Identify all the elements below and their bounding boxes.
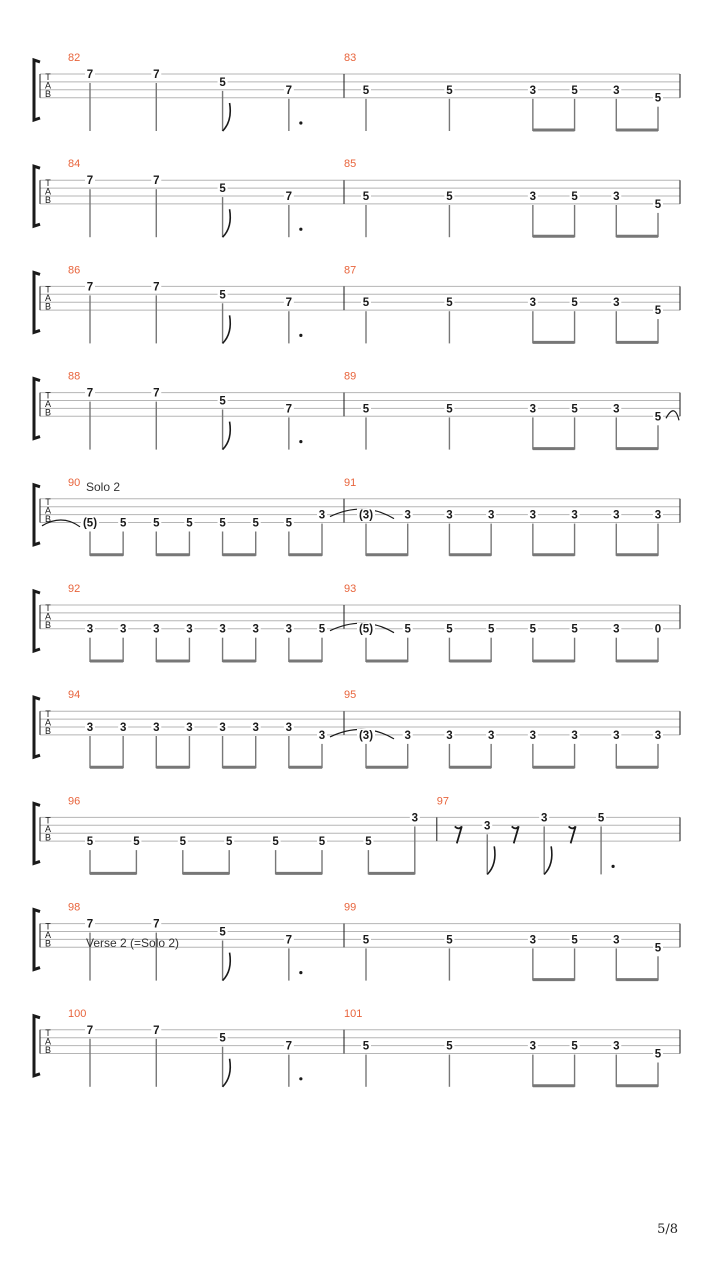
fret-number: 3 bbox=[487, 729, 495, 742]
fret-number: 3 bbox=[529, 729, 537, 742]
fret-number: 5 bbox=[446, 84, 453, 97]
measure-number: 92 bbox=[68, 583, 81, 595]
fret-number: 3 bbox=[411, 812, 419, 825]
fret-number: 7 bbox=[285, 403, 293, 416]
fret-number: 7 bbox=[285, 84, 293, 97]
fret-number: 3 bbox=[318, 729, 326, 742]
fret-number: 3 bbox=[285, 722, 293, 734]
tab-clef-letter: T bbox=[45, 1027, 51, 1038]
duration-dot bbox=[299, 121, 302, 124]
fret-number: 3 bbox=[186, 722, 193, 734]
fret-number: 5 bbox=[597, 812, 605, 825]
fret-number: 3 bbox=[529, 191, 537, 203]
fret-number: 3 bbox=[540, 812, 548, 825]
tab-clef-letter: A bbox=[44, 80, 52, 91]
fret-number: 3 bbox=[153, 623, 160, 636]
tab-system bbox=[34, 264, 680, 343]
fret-number: 5 bbox=[571, 1040, 578, 1053]
measure-number: 89 bbox=[344, 370, 357, 383]
page-number: 5/8 bbox=[657, 1222, 678, 1237]
fret-number: 7 bbox=[285, 191, 293, 203]
fret-number: 5 bbox=[571, 297, 578, 310]
fret-number: 5 bbox=[571, 191, 578, 203]
measure-number: 93 bbox=[344, 583, 357, 595]
fret-number: (5) bbox=[82, 517, 98, 530]
fret-number: 5 bbox=[219, 926, 226, 939]
duration-dot bbox=[299, 228, 302, 231]
fret-number: 5 bbox=[446, 297, 453, 310]
tab-clef-letter: T bbox=[45, 921, 51, 932]
fret-number: 5 bbox=[362, 934, 370, 947]
fret-number: 5 bbox=[571, 623, 578, 636]
fret-number: 5 bbox=[153, 517, 160, 530]
tab-clef-letter: B bbox=[44, 301, 52, 312]
fret-number: 0 bbox=[654, 623, 662, 636]
fret-number: 5 bbox=[252, 517, 259, 530]
system-bracket bbox=[34, 60, 40, 120]
tab-clef-letter: B bbox=[44, 513, 52, 524]
measure-number: 100 bbox=[68, 1007, 87, 1020]
fret-number: 3 bbox=[613, 934, 620, 947]
measure-number: 90 bbox=[68, 476, 81, 489]
system-bracket bbox=[34, 697, 40, 757]
measure-number: 99 bbox=[344, 901, 357, 914]
fret-number: 3 bbox=[252, 722, 259, 734]
fret-number: 7 bbox=[153, 281, 160, 294]
fret-number: 7 bbox=[285, 1040, 293, 1053]
fret-number: 5 bbox=[219, 1032, 226, 1045]
section-label-verse2: Verse 2 (=Solo 2) bbox=[86, 936, 180, 950]
fret-number: 5 bbox=[446, 1040, 453, 1053]
fret-number: 3 bbox=[446, 509, 453, 522]
measure-number: 96 bbox=[68, 795, 81, 808]
tab-clef-letter: B bbox=[44, 620, 52, 630]
fret-number: 3 bbox=[613, 1040, 620, 1053]
measure-number: 88 bbox=[68, 370, 81, 383]
fret-number: 3 bbox=[446, 729, 453, 742]
tab-clef-letter: B bbox=[44, 195, 52, 206]
system-bracket bbox=[34, 1016, 40, 1076]
fret-number: 5 bbox=[362, 297, 370, 310]
tab-clef-letter: A bbox=[44, 1036, 52, 1047]
duration-dot bbox=[299, 334, 302, 337]
fret-number: 3 bbox=[252, 623, 259, 636]
fret-number: 7 bbox=[86, 918, 94, 931]
system-bracket bbox=[34, 379, 40, 439]
measure-number: 101 bbox=[344, 1007, 363, 1020]
note-flag bbox=[223, 422, 231, 450]
tab-clef-letter: B bbox=[44, 938, 52, 949]
fret-number: 7 bbox=[86, 1024, 94, 1037]
measure-number: 83 bbox=[344, 52, 357, 64]
fret-number: 3 bbox=[219, 722, 226, 734]
tab-clef-letter: A bbox=[44, 292, 52, 303]
fret-number: 7 bbox=[86, 387, 94, 400]
fret-number: 5 bbox=[654, 305, 662, 318]
duration-dot bbox=[299, 440, 302, 443]
tab-clef-letter: B bbox=[44, 832, 52, 843]
fret-number: 3 bbox=[654, 729, 662, 742]
fret-number: 3 bbox=[613, 729, 620, 742]
tab-clef-letter: T bbox=[45, 390, 51, 401]
fret-number: 5 bbox=[272, 836, 279, 849]
tab-clef-letter: A bbox=[44, 399, 52, 410]
fret-number: 5 bbox=[654, 411, 662, 424]
fret-number: 5 bbox=[446, 191, 453, 203]
measure-number: 82 bbox=[68, 52, 81, 64]
fret-number: 3 bbox=[613, 191, 620, 203]
fret-number: 5 bbox=[571, 934, 578, 947]
measure-number: 87 bbox=[344, 264, 357, 277]
tab-clef-letter: T bbox=[45, 709, 51, 720]
fret-number: 3 bbox=[119, 623, 127, 636]
fret-number: 3 bbox=[613, 623, 620, 636]
fret-number: 3 bbox=[285, 623, 293, 636]
fret-number: 3 bbox=[119, 722, 127, 734]
fret-number: 7 bbox=[285, 934, 293, 947]
fret-number: 5 bbox=[318, 836, 326, 849]
tab-clef-letter: A bbox=[44, 611, 52, 622]
fret-number: 3 bbox=[571, 729, 578, 742]
fret-number: 3 bbox=[484, 820, 491, 833]
fret-number: 5 bbox=[362, 191, 370, 203]
fret-number: 5 bbox=[179, 836, 187, 849]
tab-clef-letter: B bbox=[44, 89, 52, 99]
tie-arc bbox=[666, 411, 679, 421]
measure-number: 86 bbox=[68, 264, 81, 277]
fret-number: 3 bbox=[613, 509, 620, 522]
fret-number: 5 bbox=[571, 403, 578, 416]
tab-clef-letter: T bbox=[45, 603, 51, 613]
fret-number: 3 bbox=[654, 509, 662, 522]
note-flag bbox=[544, 846, 552, 874]
system-bracket bbox=[34, 485, 40, 545]
fret-number: 3 bbox=[529, 84, 537, 97]
fret-number: 3 bbox=[153, 722, 160, 734]
fret-number: 7 bbox=[153, 387, 160, 400]
tab-clef-letter: T bbox=[45, 178, 51, 189]
fret-number: 3 bbox=[613, 84, 620, 97]
fret-number: 7 bbox=[153, 1024, 160, 1037]
tab-clef-letter: A bbox=[44, 505, 52, 516]
system-bracket bbox=[34, 910, 40, 970]
measure-number: 91 bbox=[344, 476, 357, 489]
system-bracket bbox=[34, 591, 40, 651]
tab-clef-letter: A bbox=[44, 717, 52, 728]
fret-number: 3 bbox=[404, 729, 411, 742]
fret-number: 3 bbox=[86, 623, 94, 636]
fret-number: 3 bbox=[529, 509, 537, 522]
duration-dot bbox=[299, 1077, 302, 1080]
system-bracket bbox=[34, 272, 40, 332]
fret-number: 7 bbox=[86, 281, 94, 294]
system-bracket bbox=[34, 166, 40, 226]
fret-number: 3 bbox=[529, 297, 537, 310]
tab-clef-letter: T bbox=[45, 815, 51, 826]
fret-number: 3 bbox=[186, 623, 193, 636]
fret-number: 5 bbox=[219, 395, 226, 408]
fret-number: (3) bbox=[358, 729, 374, 742]
fret-number: 5 bbox=[487, 623, 495, 636]
measure-number: 97 bbox=[436, 795, 450, 808]
tab-clef-letter: T bbox=[45, 284, 51, 295]
tab-system bbox=[34, 477, 680, 556]
tab-clef-letter: T bbox=[45, 72, 51, 82]
tab-clef-letter: B bbox=[44, 1044, 52, 1055]
tab-system bbox=[34, 52, 680, 131]
note-flag bbox=[223, 1059, 231, 1087]
fret-number: 7 bbox=[86, 175, 94, 188]
tab-system bbox=[34, 371, 680, 450]
fret-number: 5 bbox=[529, 623, 537, 636]
tab-clef-letter: A bbox=[44, 186, 52, 197]
fret-number: 7 bbox=[153, 69, 160, 81]
fret-number: 5 bbox=[446, 934, 453, 947]
tab-system bbox=[34, 583, 680, 662]
fret-number: 5 bbox=[654, 1048, 662, 1061]
fret-number: 3 bbox=[404, 509, 411, 522]
fret-number: 3 bbox=[613, 403, 620, 416]
fret-number: (5) bbox=[358, 623, 374, 636]
fret-number: 5 bbox=[86, 836, 94, 849]
fret-number: 5 bbox=[119, 517, 127, 530]
fret-number: 5 bbox=[219, 289, 226, 302]
tab-system bbox=[34, 1008, 680, 1087]
fret-number: 5 bbox=[133, 836, 140, 849]
fret-number: 5 bbox=[654, 942, 662, 955]
measure-number: 98 bbox=[68, 901, 81, 914]
fret-number: 5 bbox=[654, 198, 662, 211]
measure-number: 85 bbox=[344, 158, 357, 171]
tab-system bbox=[34, 795, 680, 874]
note-flag bbox=[223, 209, 231, 237]
fret-number: 5 bbox=[571, 84, 578, 97]
fret-number: 7 bbox=[86, 69, 94, 81]
fret-number: 5 bbox=[225, 836, 233, 849]
fret-number: 3 bbox=[529, 934, 537, 947]
measure-number: 84 bbox=[68, 158, 81, 171]
fret-number: 5 bbox=[404, 623, 411, 636]
fret-number: 5 bbox=[219, 517, 226, 530]
tab-system bbox=[34, 158, 680, 237]
fret-number: 5 bbox=[285, 517, 293, 530]
fret-number: 3 bbox=[613, 297, 620, 310]
note-flag bbox=[223, 315, 231, 343]
section-label-solo2: Solo 2 bbox=[86, 480, 121, 494]
tab-clef-letter: A bbox=[44, 930, 52, 941]
note-flag bbox=[223, 953, 231, 981]
tab-clef-letter: A bbox=[44, 823, 52, 834]
fret-number: 3 bbox=[487, 509, 495, 522]
fret-number: (3) bbox=[358, 509, 374, 522]
tab-clef-letter: B bbox=[44, 407, 52, 418]
fret-number: 5 bbox=[186, 517, 193, 530]
fret-number: 5 bbox=[362, 84, 370, 97]
fret-number: 3 bbox=[318, 509, 326, 522]
fret-number: 5 bbox=[446, 623, 453, 636]
fret-number: 3 bbox=[219, 623, 226, 636]
duration-dot bbox=[611, 865, 614, 868]
measure-number: 94 bbox=[68, 689, 81, 702]
fret-number: 3 bbox=[571, 509, 578, 522]
fret-number: 5 bbox=[446, 403, 453, 416]
note-flag bbox=[223, 103, 231, 131]
fret-number: 5 bbox=[362, 1040, 370, 1053]
fret-number: 3 bbox=[86, 722, 94, 734]
tab-clef-letter: B bbox=[44, 726, 52, 737]
fret-number: 5 bbox=[654, 92, 662, 105]
system-bracket bbox=[34, 803, 40, 863]
note-flag bbox=[487, 846, 495, 874]
fret-number: 5 bbox=[318, 623, 326, 636]
measure-number: 95 bbox=[344, 689, 357, 702]
fret-number: 7 bbox=[153, 918, 160, 931]
fret-number: 7 bbox=[285, 297, 293, 310]
fret-number: 5 bbox=[219, 183, 226, 196]
fret-number: 3 bbox=[529, 1040, 537, 1053]
fret-number: 5 bbox=[362, 403, 370, 416]
fret-number: 5 bbox=[365, 836, 372, 849]
tab-system bbox=[34, 689, 680, 768]
duration-dot bbox=[299, 971, 302, 974]
tab-clef-letter: T bbox=[45, 496, 51, 507]
fret-number: 7 bbox=[153, 175, 160, 188]
fret-number: 5 bbox=[219, 76, 226, 89]
fret-number: 3 bbox=[529, 403, 537, 416]
